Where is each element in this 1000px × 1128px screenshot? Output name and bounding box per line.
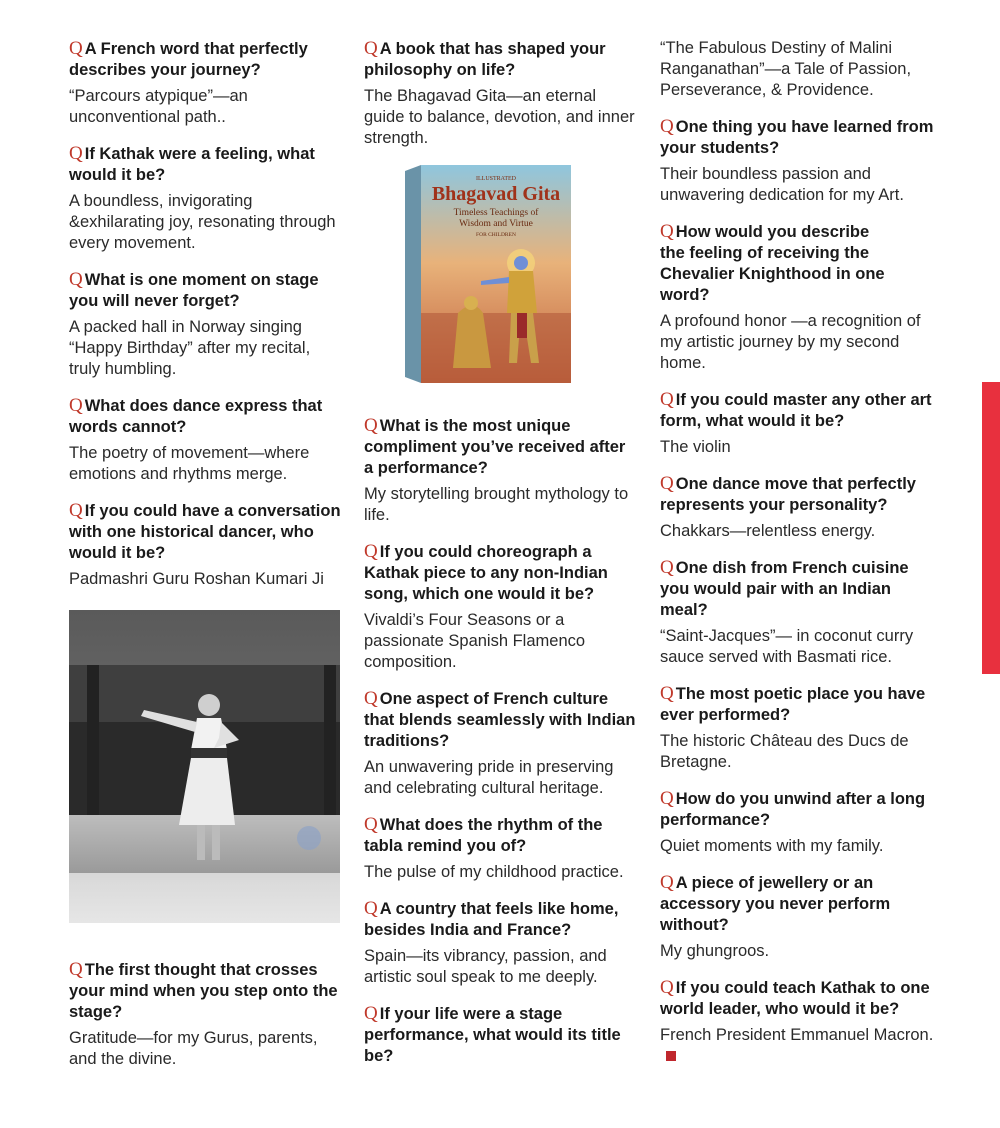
column-3: [660, 38, 935, 1082]
qa-item: [660, 788, 935, 857]
question: If you could have a conversation with one historical dancer, who would it be?: [69, 502, 341, 562]
question: If your life were a stage performance, what would its title be?: [364, 1005, 621, 1065]
q-marker-icon: Q: [660, 116, 674, 137]
qa-item: [660, 557, 935, 668]
q-marker-icon: Q: [364, 541, 378, 562]
question: What is one moment on stage you will never forget?: [69, 271, 319, 310]
qa-item: [364, 814, 639, 883]
answer: Gratitude—for my Gurus, parents, and the divine.: [69, 1029, 318, 1068]
question: If Kathak were a feeling, what would it be?: [69, 145, 315, 184]
end-of-article-square-icon: [666, 1051, 676, 1061]
q-marker-icon: Q: [364, 415, 378, 436]
answer: “Parcours atypique”—an unconventional path..: [69, 87, 248, 126]
qa-item: [660, 389, 935, 458]
book-title: Bhagavad Gita: [431, 183, 561, 205]
column-1-lower: [69, 959, 344, 1085]
qa-item: [69, 395, 344, 485]
answer: Chakkars—relentless energy.: [660, 522, 876, 540]
question: A piece of jewellery or an accessory you never perform without?: [660, 874, 891, 934]
question: How would you describe the feeling of receiving the Chevalier Knighthood in one word?: [660, 223, 885, 304]
q-marker-icon: Q: [660, 221, 674, 242]
q-marker-icon: Q: [660, 683, 674, 704]
dancer-photo: [69, 610, 340, 923]
question: A country that feels like home, besides India and France?: [364, 900, 619, 939]
answer: The historic Château des Ducs de Bretagne.: [660, 732, 909, 771]
question: One dance move that perfectly represents your personality?: [660, 475, 916, 514]
qa-item: [364, 898, 639, 988]
qa-item: [69, 38, 344, 128]
answer: An unwavering pride in preserving and celebrating cultural heritage.: [364, 758, 614, 797]
column-2: [364, 38, 639, 164]
answer: The pulse of my childhood practice.: [364, 863, 624, 881]
answer: The poetry of movement—where emotions and rhythms merge.: [69, 444, 310, 483]
qa-item: [364, 688, 639, 799]
qa-item: [364, 38, 639, 149]
question: The first thought that crosses your mind when you step onto the stage?: [69, 961, 338, 1021]
column-1: [69, 38, 344, 605]
q-marker-icon: Q: [364, 688, 378, 709]
question: One thing you have learned from your students?: [660, 118, 934, 157]
question: A French word that perfectly describes your journey?: [69, 40, 308, 79]
question: If you could teach Kathak to one world leader, who would it be?: [660, 979, 930, 1018]
book-subtitle-2: Wisdom and Virtue: [459, 219, 533, 229]
answer: A packed hall in Norway singing “Happy Birthday” after my recital, truly humbling.: [69, 318, 311, 378]
qa-item: [69, 500, 344, 590]
qa-continued: [660, 38, 935, 101]
qa-item: [660, 221, 935, 374]
q-marker-icon: Q: [660, 473, 674, 494]
dancer-photo-image: [69, 610, 340, 923]
answer: Vivaldi’s Four Seasons or a passionate Spanish Flamenco composition.: [364, 611, 586, 671]
answer: My ghungroos.: [660, 942, 770, 960]
answer: The violin: [660, 438, 731, 456]
qa-item: [660, 977, 935, 1067]
q-marker-icon: Q: [660, 977, 674, 998]
answer: Quiet moments with my family.: [660, 837, 884, 855]
q-marker-icon: Q: [660, 872, 674, 893]
q-marker-icon: Q: [660, 557, 674, 578]
answer: A profound honor —a recognition of my artistic journey by my second home.: [660, 312, 921, 372]
question: A book that has shaped your philosophy on life?: [364, 40, 606, 79]
book-cover-image: [403, 163, 573, 385]
question: The most poetic place you have ever performed?: [660, 685, 926, 724]
q-marker-icon: Q: [364, 898, 378, 919]
qa-item: [69, 143, 344, 254]
answer: French President Emmanuel Macron.: [660, 1026, 934, 1044]
qa-item: [660, 473, 935, 542]
red-side-tab: [982, 382, 1000, 674]
answer: A boundless, invigorating &exhilarating joy, resonating through every movement.: [69, 192, 336, 252]
q-marker-icon: Q: [660, 389, 674, 410]
qa-item: [364, 415, 639, 526]
qa-item: [69, 269, 344, 380]
question: One aspect of French culture that blends seamlessly with Indian traditions?: [364, 690, 636, 750]
question: What does the rhythm of the tabla remind you of?: [364, 816, 603, 855]
question: What is the most unique compliment you’ve received after a performance?: [364, 417, 626, 477]
qa-item: [660, 872, 935, 962]
qa-item: [364, 1003, 639, 1067]
q-marker-icon: Q: [69, 395, 83, 416]
q-marker-icon: Q: [69, 38, 83, 59]
q-marker-icon: Q: [364, 1003, 378, 1024]
qa-item: [660, 683, 935, 773]
column-2-lower: [364, 415, 639, 1082]
answer: Padmashri Guru Roshan Kumari Ji: [69, 570, 324, 588]
question: If you could master any other art form, what would it be?: [660, 391, 932, 430]
qa-item: [364, 541, 639, 673]
answer: My storytelling brought mythology to life.: [364, 485, 629, 524]
question: What does dance express that words cannot?: [69, 397, 323, 436]
q-marker-icon: Q: [69, 500, 83, 521]
answer: Spain—its vibrancy, passion, and artistic soul speak to me deeply.: [364, 947, 607, 986]
q-marker-icon: Q: [364, 814, 378, 835]
question: One dish from French cuisine you would pair with an Indian meal?: [660, 559, 909, 619]
q-marker-icon: Q: [69, 959, 83, 980]
q-marker-icon: Q: [364, 38, 378, 59]
q-marker-icon: Q: [69, 269, 83, 290]
book-small-label: ILLUSTRATED: [476, 176, 516, 182]
answer: Their boundless passion and unwavering dedication for my Art.: [660, 165, 904, 204]
question: How do you unwind after a long performance?: [660, 790, 926, 829]
book-subtitle-1: Timeless Teachings of: [453, 208, 539, 218]
question: If you could choreograph a Kathak piece to any non-Indian song, which one would it be?: [364, 543, 608, 603]
answer: The Bhagavad Gita—an eternal guide to balance, devotion, and inner strength.: [364, 87, 635, 147]
q-marker-icon: Q: [660, 788, 674, 809]
book-tagline: FOR CHILDREN: [476, 232, 516, 238]
answer: “Saint-Jacques”— in coconut curry sauce served with Basmati rice.: [660, 627, 914, 666]
q-marker-icon: Q: [69, 143, 83, 164]
answer-continued: “The Fabulous Destiny of Malini Ranganathan”—a Tale of Passion, Perseverance, & Providence.: [660, 39, 912, 99]
qa-item: [660, 116, 935, 206]
qa-item: [69, 959, 344, 1070]
